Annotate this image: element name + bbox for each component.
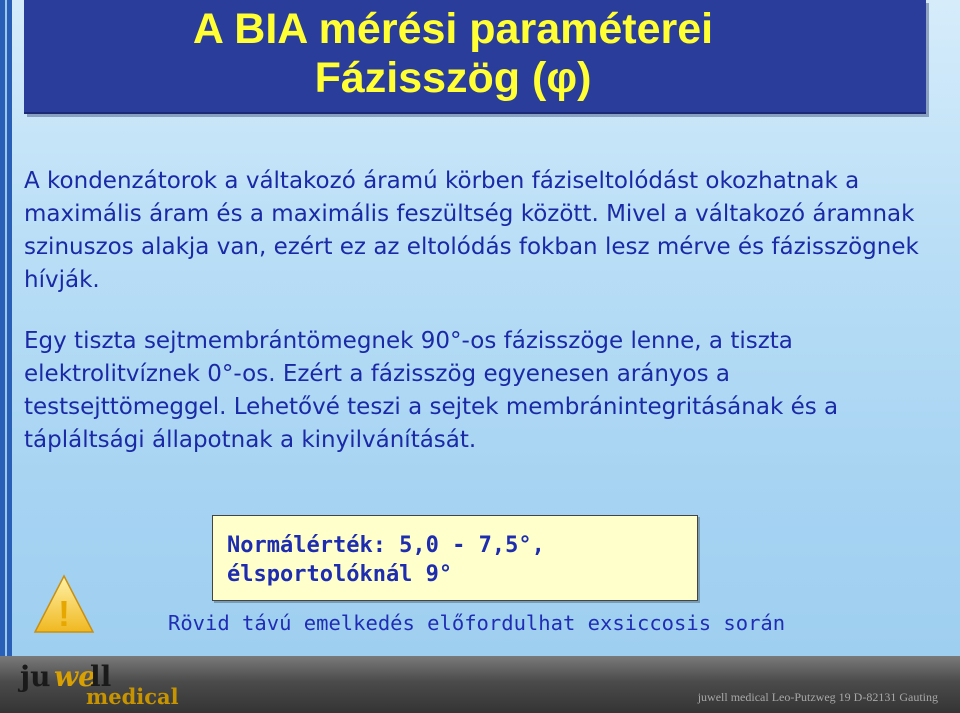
warning-symbol: !	[58, 593, 70, 634]
logo-part-ju: ju	[20, 660, 51, 693]
page-title: A BIA mérési paraméterei	[192, 5, 714, 53]
title-banner	[24, 0, 926, 114]
juwell-medical-logo	[20, 660, 179, 709]
paragraph-capacitor-explanation: A kondenzátorok a váltakozó áramú körben fáziseltolódást okozhatnak a maximális áram és a maximális feszültség között. Mivel a váltakozó áramnak szinuszos alakja van, ezért ez az eltolódás fokban lesz mérve és fázisszögnek hívják.	[24, 168, 919, 293]
normal-value-line: Normálérték: 5,0 - 7,5°,	[227, 533, 545, 558]
logo-part-ll: ll	[90, 660, 112, 693]
warning-triangle-icon	[33, 574, 95, 634]
paragraph-phase-angle-meaning: Egy tiszta sejtmembrántömegnek 90°-os fázisszöge lenne, a tiszta elektrolitvíznek 0°-os. Ezért a fázisszög egyenesen arányos a testsejttömeggel. Lehetővé teszi a sejtek membránintegritásának és a tápláltsági állapotnak a kinyilvánítását.	[24, 328, 839, 453]
warning-note: Rövid távú emelkedés előfordulhat exsiccosis során	[168, 611, 786, 635]
normal-value-box	[212, 515, 698, 601]
footer-address: juwell medical Leo-Putzweg 19 D-82131 Gauting	[697, 690, 938, 704]
logo-part-we: we	[54, 660, 96, 693]
logo-part-medical: medical	[86, 684, 179, 709]
athlete-value-line: élsportolóknál 9°	[227, 562, 453, 587]
page-subtitle: Fázisszög (φ)	[314, 54, 592, 102]
